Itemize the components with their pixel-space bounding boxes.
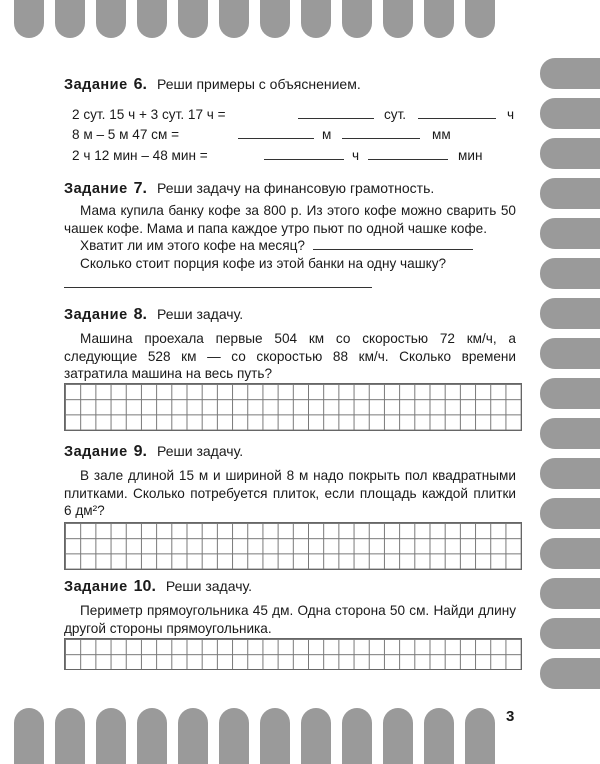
right-tab: [540, 538, 600, 569]
answer-blank[interactable]: [64, 286, 372, 288]
right-tab: [540, 178, 600, 209]
unit-label: сут.: [384, 107, 407, 122]
equation-expression: 8 м – 5 м 47 см =: [72, 127, 180, 142]
top-tab: [424, 0, 454, 38]
bottom-tab: [96, 708, 126, 764]
task-instruction: Реши задачу.: [165, 578, 252, 594]
task-word: Задание: [64, 307, 128, 323]
top-tab: [137, 0, 167, 38]
bottom-tab: [55, 708, 85, 764]
task-number: 10.: [133, 578, 156, 595]
task-number: 7.: [133, 180, 147, 197]
top-tab: [219, 0, 249, 38]
right-tab: [540, 298, 600, 329]
task-9-heading: [64, 443, 516, 461]
task-number: 8.: [133, 306, 147, 323]
right-tab: [540, 658, 600, 689]
right-tab: [540, 618, 600, 649]
top-tab: [96, 0, 126, 38]
page-number: 3: [506, 708, 515, 725]
right-tab: [540, 258, 600, 289]
top-tab: [14, 0, 44, 38]
task-10: [64, 578, 516, 637]
equation-row-1: [72, 107, 226, 122]
right-tab: [540, 578, 600, 609]
task-8-heading: [64, 306, 516, 324]
right-tab: [540, 338, 600, 369]
task-6: [64, 76, 361, 94]
task-8: [64, 306, 516, 383]
bottom-tab: [465, 708, 495, 764]
right-tab: [540, 138, 600, 169]
answer-blank[interactable]: [313, 248, 473, 250]
answer-grid-10[interactable]: [64, 638, 522, 670]
task-word: Задание: [64, 181, 128, 197]
top-tab: [178, 0, 208, 38]
task-word: Задание: [64, 579, 128, 595]
task-number: 9.: [133, 443, 147, 460]
equation-expression: 2 сут. 15 ч + 3 сут. 17 ч =: [72, 107, 226, 122]
unit-label: ч: [507, 107, 515, 122]
bottom-tab: [383, 708, 413, 764]
top-tab: [260, 0, 290, 38]
task-6-heading: [64, 76, 361, 94]
bottom-tab: [342, 708, 372, 764]
bottom-tab: [260, 708, 290, 764]
equation-row-3: [72, 148, 208, 163]
answer-grid-9[interactable]: [64, 522, 522, 570]
right-tab: [540, 98, 600, 129]
unit-label: мин: [458, 148, 483, 163]
task-word: Задание: [64, 77, 128, 93]
top-tab: [342, 0, 372, 38]
task-7-text: Мама купила банку кофе за 800 р. Из этого кофе можно сварить 50 чашек кофе. Мама и папа каждое утро пьют по одной чашке кофе.: [64, 203, 516, 236]
task-instruction: Реши задачу на финансовую грамотность.: [157, 180, 435, 196]
right-tab: [540, 58, 600, 89]
task-10-heading: [64, 578, 516, 596]
equation-row-2: [72, 127, 179, 142]
top-tab: [383, 0, 413, 38]
task-9: [64, 443, 516, 520]
bottom-tab: [424, 708, 454, 764]
task-instruction: Реши задачу.: [157, 306, 244, 322]
task-instruction: Реши задачу.: [157, 443, 244, 459]
answer-grid-8[interactable]: [64, 383, 522, 431]
bottom-tab: [178, 708, 208, 764]
task-7: [64, 180, 516, 288]
task-8-text: Машина проехала первые 504 км со скоростью 72 км/ч, а следующие 528 км — со скоростью 88 км/ч. Сколько времени затратила машина на весь путь?: [64, 331, 516, 381]
bottom-tab: [14, 708, 44, 764]
answer-blank-1b[interactable]: [418, 107, 496, 122]
right-tab: [540, 378, 600, 409]
task-10-text: Периметр прямоугольника 45 дм. Одна сторона 50 см. Найди длину другой стороны прямоугольника.: [64, 603, 516, 636]
question-text: Хватит ли им этого кофе на месяц?: [80, 238, 305, 253]
task-9-text: В зале длиной 15 м и шириной 8 м надо покрыть пол квадратными плитками. Сколько потребуется плиток, если площадь каждой плитки 6 дм²?: [64, 468, 516, 518]
task-7-question-1: [64, 237, 516, 255]
right-tab: [540, 498, 600, 529]
top-tab: [55, 0, 85, 38]
task-number: 6.: [133, 76, 147, 93]
bottom-tab: [301, 708, 331, 764]
answer-blank-1a[interactable]: [298, 107, 378, 122]
answer-blank-2b[interactable]: [342, 127, 420, 142]
unit-label: мм: [432, 127, 451, 142]
bottom-tab: [137, 708, 167, 764]
answer-blank-3b[interactable]: [368, 148, 448, 163]
top-tab: [301, 0, 331, 38]
top-tab: [465, 0, 495, 38]
right-tab: [540, 458, 600, 489]
unit-label: ч: [352, 148, 360, 163]
answer-blank-3a[interactable]: [264, 148, 344, 163]
bottom-tab: [219, 708, 249, 764]
task-instruction: Реши примеры с объяснением.: [157, 76, 361, 92]
equation-expression: 2 ч 12 мин – 48 мин =: [72, 148, 208, 163]
right-tab: [540, 418, 600, 449]
unit-label: м: [322, 127, 332, 142]
answer-blank-2a[interactable]: [238, 127, 314, 142]
right-tab: [540, 218, 600, 249]
task-7-heading: [64, 180, 516, 198]
task-7-question-2: Сколько стоит порция кофе из этой банки на одну чашку?: [80, 255, 447, 271]
task-word: Задание: [64, 444, 128, 460]
